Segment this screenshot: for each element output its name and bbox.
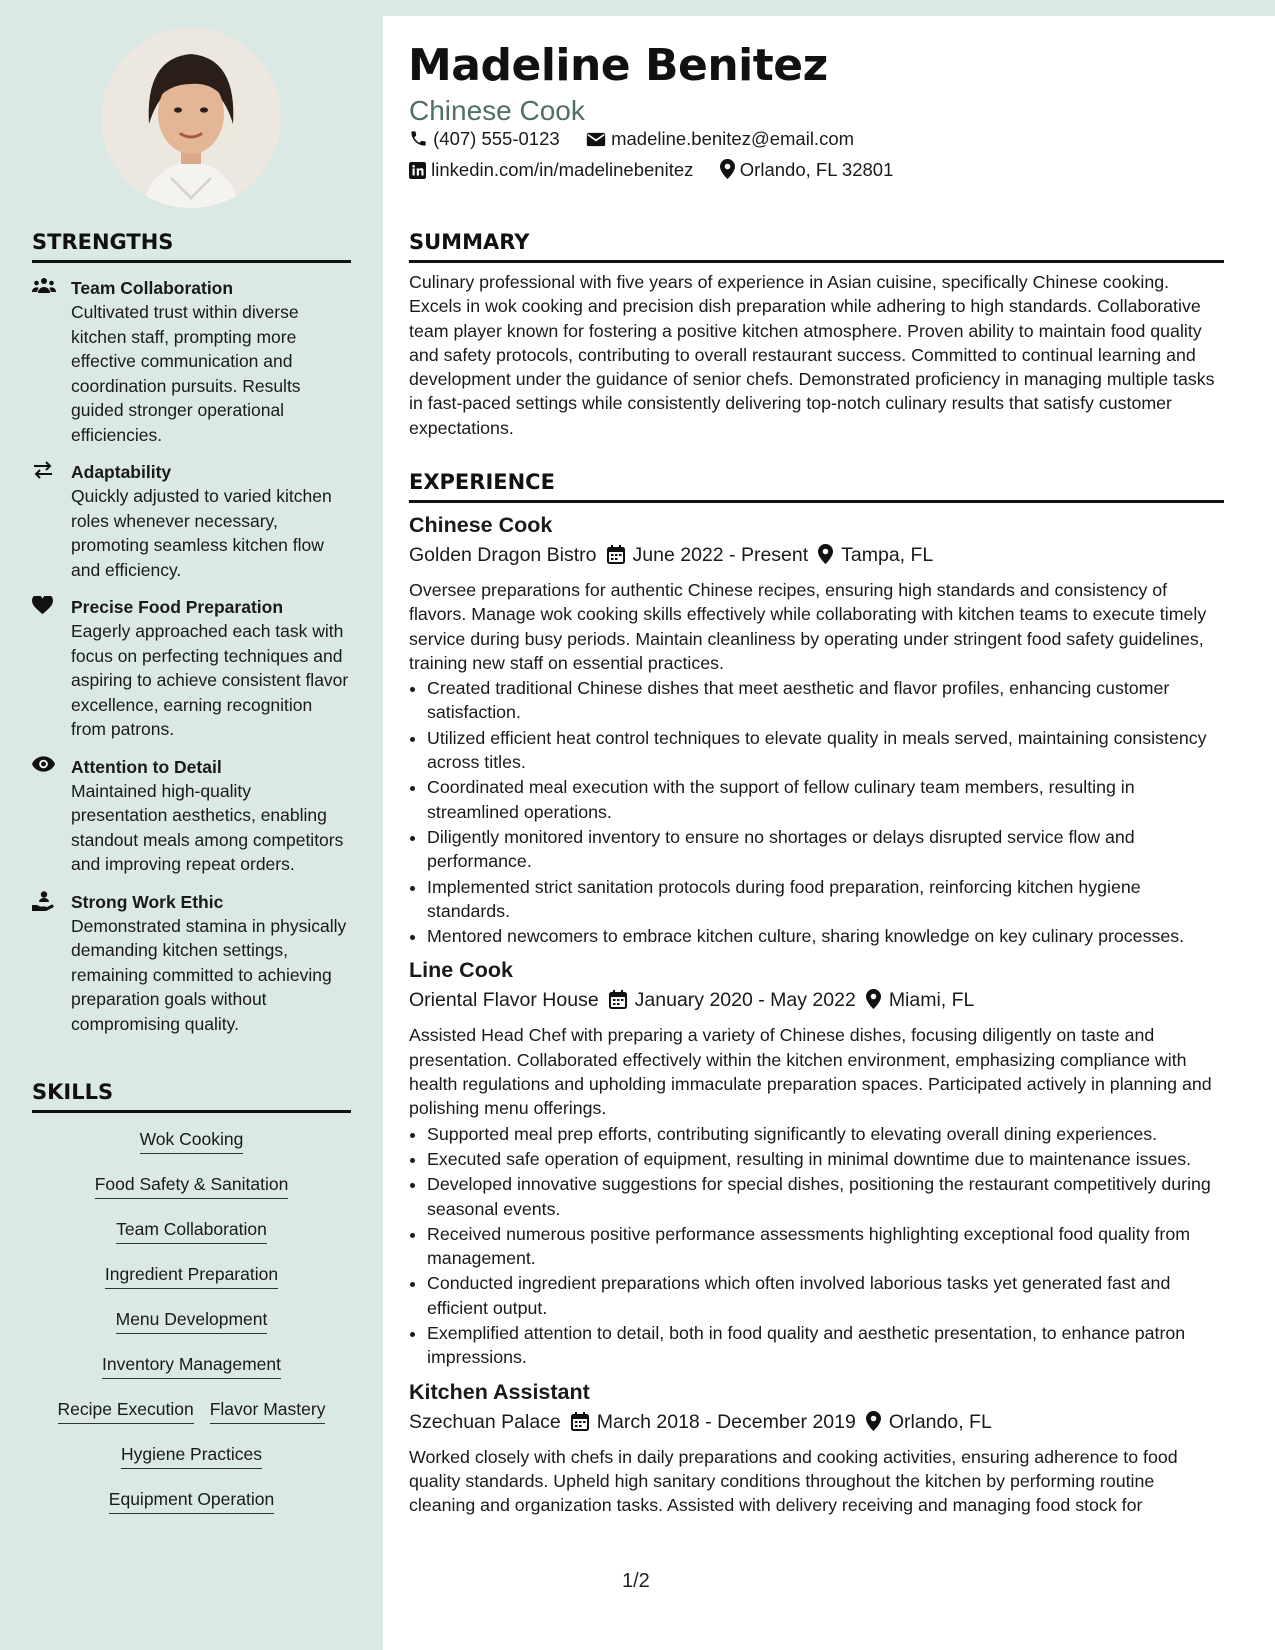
location-pin-icon	[866, 989, 881, 1015]
job-title: Line Cook	[409, 958, 513, 983]
strength-description: Quickly adjusted to varied kitchen roles whenever necessary, promoting seamless kitchen flow and efficiency.	[71, 486, 332, 580]
strength-item	[32, 460, 351, 582]
location-text: Orlando, FL 32801	[739, 159, 894, 180]
job-entry	[409, 958, 1224, 1369]
eye-icon	[32, 756, 56, 776]
skill-row	[32, 1485, 351, 1530]
summary-text: Culinary professional with five years of experience in Asian cuisine, specifically Chinese cooking. Excels in wok cooking and precision dish preparation while adhering to high standards. Collaborative team player known for fostering a positive kitchen atmosphere. Proven ability to maintain food quality and safety protocols, contributing to overall restaurant success. Committed to continual learning and development under the guidance of senior chefs. Demonstrated proficiency in managing multiple tasks in fast-paced settings while consistently delivering top-notch culinary results that satisfy customer expectations.	[409, 272, 1215, 438]
job-location: Tampa, FL	[841, 544, 934, 566]
job-meta	[409, 544, 1224, 570]
location-pin-icon	[818, 544, 833, 570]
strength-item	[32, 890, 351, 1037]
skill-tag: Flavor Mastery	[210, 1395, 326, 1424]
job-bullet: • Supported meal prep efforts, contributing significantly to elevating overall dining experiences.	[427, 1122, 1224, 1146]
strength-item	[32, 595, 351, 742]
job-description: Worked closely with chefs in daily preparations and cooking activities, ensuring adherence to food quality standards. Upheld high sanitary conditions throughout the kitchen by performing routine cleaning and organization tasks. Assisted with delivery receiving and managing food stock for	[409, 1446, 1178, 1516]
skill-tag: Team Collaboration	[116, 1215, 267, 1244]
job-dates: June 2022 - Present	[632, 544, 809, 566]
job-bullet: • Received numerous positive performance assessments highlighting exceptional food quality from management.	[427, 1222, 1224, 1271]
skill-tag: Wok Cooking	[140, 1125, 244, 1154]
job-entry	[409, 513, 1224, 948]
strength-title: Adaptability	[71, 462, 172, 482]
location-pin-icon	[866, 1411, 881, 1437]
job-bullet: • Utilized efficient heat control techniques to elevate quality in meals served, maintaining consistency across titles.	[427, 726, 1224, 775]
contact-line-2	[409, 159, 893, 184]
job-dates: January 2020 - May 2022	[634, 989, 856, 1012]
skill-row	[32, 1125, 351, 1170]
skill-tag: Ingredient Preparation	[105, 1260, 278, 1289]
strengths-heading: STRENGTHS	[32, 230, 351, 263]
job-bullets	[409, 1122, 1224, 1370]
job-bullet: • Created traditional Chinese dishes that meet aesthetic and flavor profiles, enhancing customer satisfaction.	[427, 676, 1224, 725]
candidate-name: Madeline Benitez	[408, 40, 828, 91]
job-description: Assisted Head Chef with preparing a variety of Chinese dishes, focusing diligently on taste and presentation. Collaborated effectively within the kitchen environment, emphasizing compliance with health regulations and upholding immaculate preparation spaces. Participated actively in planning and polishing menu offerings.	[409, 1025, 1212, 1119]
strength-description: Maintained high-quality presentation aesthetics, enabling standout meals among competitors and improving repeat orders.	[71, 780, 344, 874]
job-bullet: • Coordinated meal execution with the support of fellow culinary team members, resulting in streamlined operations.	[427, 775, 1224, 824]
calendar-icon	[609, 990, 627, 1015]
job-entry	[409, 1380, 1224, 1518]
phone-icon	[409, 129, 428, 153]
job-dates: March 2018 - December 2019	[596, 1410, 856, 1433]
portrait-image	[101, 28, 281, 208]
phone-text[interactable]: (407) 555-0123	[433, 128, 560, 149]
strength-title: Attention to Detail	[71, 756, 222, 777]
summary-heading: SUMMARY	[409, 230, 1224, 263]
job-title: Chinese Cook	[409, 513, 553, 537]
experience-section	[409, 470, 1224, 1518]
email-text[interactable]: madeline.benitez@email.com	[611, 128, 855, 149]
skill-tag: Menu Development	[116, 1305, 268, 1334]
job-list	[409, 513, 1224, 1518]
job-bullet: • Developed innovative suggestions for special dishes, positioning the restaurant competitively during seasonal events.	[427, 1172, 1224, 1221]
main-content	[383, 16, 1275, 1650]
job-role: Chinese Cook	[409, 95, 585, 126]
email-icon	[586, 131, 606, 153]
skill-tag: Hygiene Practices	[121, 1440, 262, 1469]
company-name: Golden Dragon Bistro	[409, 544, 597, 566]
strengths-section	[32, 230, 351, 1036]
skill-row	[32, 1395, 351, 1440]
strengths-list	[32, 276, 351, 1036]
strength-title: Precise Food Preparation	[71, 597, 284, 617]
job-meta	[409, 1411, 1224, 1437]
sidebar	[0, 0, 383, 1650]
page-number: 1/2	[622, 1570, 650, 1592]
job-bullet: • Mentored newcomers to embrace kitchen culture, sharing knowledge on key culinary processes.	[427, 924, 1224, 948]
skill-tag: Food Safety & Sanitation	[95, 1170, 289, 1199]
job-title: Kitchen Assistant	[409, 1379, 590, 1404]
skill-tag: Inventory Management	[102, 1350, 281, 1379]
skill-tag: Equipment Operation	[109, 1485, 274, 1514]
linkedin-text[interactable]: linkedin.com/in/madelinebenitez	[431, 159, 694, 180]
job-bullet: • Executed safe operation of equipment, resulting in minimal downtime due to maintenance issues.	[427, 1147, 1224, 1171]
strength-description: Demonstrated stamina in physically demanding kitchen settings, remaining committed to achieving preparation goals without compromising quality.	[71, 915, 347, 1034]
job-location: Orlando, FL	[888, 1410, 992, 1433]
job-bullet: • Diligently monitored inventory to ensure no shortages or delays disrupted service flow and performance.	[427, 825, 1224, 874]
skills-heading: SKILLS	[32, 1080, 351, 1113]
strength-description: Cultivated trust within diverse kitchen staff, prompting more effective communication and coordination pursuits. Results guided stronger operational efficiencies.	[71, 302, 301, 445]
job-bullet: • Implemented strict sanitation protocols during food preparation, reinforcing kitchen hygiene standards.	[427, 875, 1224, 924]
heart-icon	[32, 596, 56, 616]
linkedin-icon	[409, 162, 426, 184]
skill-row	[32, 1440, 351, 1485]
calendar-icon	[571, 1412, 589, 1437]
job-meta	[409, 989, 1224, 1015]
skills-section	[32, 1080, 351, 1530]
company-name: Szechuan Palace	[409, 1410, 561, 1433]
job-bullet: • Exemplified attention to detail, both in food quality and aesthetic presentation, to enhance patron impressions.	[427, 1321, 1224, 1370]
strength-title: Strong Work Ethic	[71, 891, 224, 912]
strength-item	[32, 276, 351, 447]
skill-tag: Recipe Execution	[58, 1395, 194, 1424]
job-bullet: • Conducted ingredient preparations which often involved laborious tasks yet generated fast and efficient output.	[427, 1271, 1224, 1320]
skill-row	[32, 1170, 351, 1215]
profile-photo	[101, 28, 281, 208]
contact-line-1	[409, 128, 854, 153]
calendar-icon	[607, 545, 625, 570]
arrows-swap-icon	[32, 461, 56, 481]
summary-section	[409, 230, 1224, 440]
job-location: Miami, FL	[888, 989, 975, 1012]
skill-row	[32, 1260, 351, 1305]
strength-description: Eagerly approached each task with focus on perfecting techniques and aspiring to achieve consistent flavor excellence, earning recognition from patrons.	[71, 621, 349, 739]
company-name: Oriental Flavor House	[409, 989, 599, 1012]
hand-holding-user-icon	[32, 891, 56, 911]
strength-title: Team Collaboration	[71, 278, 234, 298]
job-description: Oversee preparations for authentic Chinese recipes, ensuring high standards and consistency of flavors. Manage wok cooking skills effectively while collaborating with kitchen teams to execute timely service during busy periods. Maintain cleanliness by operating under stringent food safety guidelines, training new staff on essential practices.	[409, 580, 1207, 673]
job-bullets	[409, 676, 1224, 948]
location-pin-icon	[720, 159, 735, 184]
skills-list	[32, 1125, 351, 1530]
skill-row	[32, 1215, 351, 1260]
strength-item	[32, 755, 351, 877]
people-group-icon	[32, 277, 56, 297]
skill-row	[32, 1350, 351, 1395]
skill-row	[32, 1305, 351, 1350]
experience-heading: EXPERIENCE	[409, 470, 1224, 503]
